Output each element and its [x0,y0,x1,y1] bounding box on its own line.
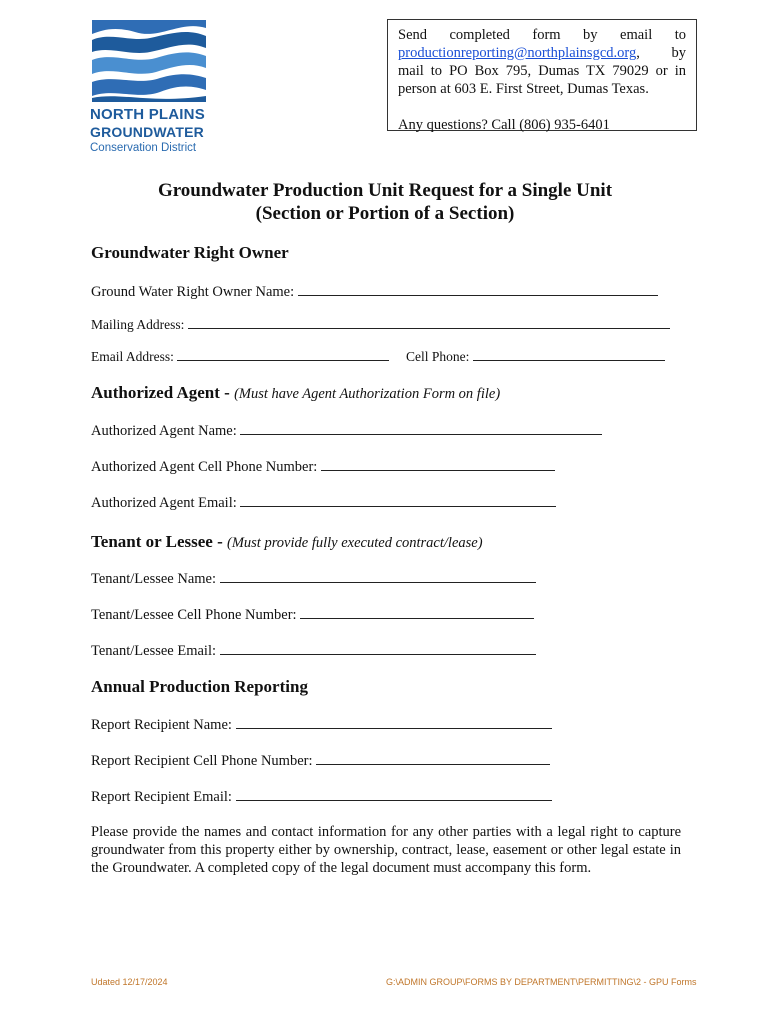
email-cell-row [91,348,665,365]
agent-heading-row [91,383,500,403]
agent-email-row [91,494,556,512]
footer-file-path: G:\ADMIN GROUP\FORMS BY DEPARTMENT\PERMITTING\2 - GPU Forms [386,977,697,987]
agent-name-label: Authorized Agent Name: [91,423,237,439]
tenant-heading-row [91,532,483,552]
logo-line-1: NORTH PLAINS [90,106,205,123]
mail-instructions: , by mail to PO Box 795, Dumas TX 79029 or in person at 603 E. First Street, Dumas Texas. [398,45,686,97]
owner-name-label: Ground Water Right Owner Name: [91,284,295,300]
form-subtitle: (Section or Portion of a Section) [255,203,515,224]
email-field[interactable] [177,348,389,361]
other-parties-paragraph: Please provide the names and contact information for any other parties with a legal right to capture groundwater from this property either by ownership, contract, lease, easement or other legal estate in the Groundwater. A completed copy of the legal document must accompany this form. [91,824,681,876]
mailing-label: Mailing Address: [91,317,185,332]
agent-cell-label: Authorized Agent Cell Phone Number: [91,459,318,475]
tenant-cell-row [91,606,534,624]
logo-line-2: GROUNDWATER [90,124,204,140]
recipient-cell-field[interactable] [316,752,550,765]
tenant-note: (Must provide fully executed contract/lease) [227,535,483,551]
agent-heading: Authorized Agent - [91,383,230,402]
recipient-email-field[interactable] [236,788,552,801]
tenant-heading: Tenant or Lessee - [91,532,223,551]
recipient-email-row [91,788,552,806]
tenant-name-field[interactable] [220,570,536,583]
form-title: Groundwater Production Unit Request for a Single Unit [157,180,613,201]
mailing-address-field[interactable] [188,316,670,329]
recipient-name-field[interactable] [236,716,552,729]
cell-phone-field[interactable] [473,348,665,361]
contact-info-box [387,19,697,131]
district-logo [90,18,210,158]
footer-updated-date: Udated 12/17/2024 [91,977,168,987]
tenant-name-row [91,570,536,588]
owner-heading: Groundwater Right Owner [91,243,289,262]
tenant-email-field[interactable] [220,642,536,655]
recipient-email-label: Report Recipient Email: [91,789,232,805]
agent-note: (Must have Agent Authorization Form on file) [234,386,501,402]
owner-name-field[interactable] [298,283,658,296]
agent-email-label: Authorized Agent Email: [91,495,237,511]
water-waves-icon [90,18,208,104]
recipient-cell-label: Report Recipient Cell Phone Number: [91,753,313,769]
agent-cell-field[interactable] [321,458,555,471]
tenant-cell-field[interactable] [300,606,534,619]
email-label: Email Address: [91,349,174,364]
logo-line-3: Conservation District [90,142,197,154]
cell-label: Cell Phone: [406,349,470,364]
tenant-name-label: Tenant/Lessee Name: [91,571,216,587]
mailing-row [91,316,670,333]
reporting-heading: Annual Production Reporting [91,677,308,696]
agent-cell-row [91,458,555,476]
tenant-email-label: Tenant/Lessee Email: [91,643,217,659]
tenant-cell-label: Tenant/Lessee Cell Phone Number: [91,607,297,623]
email-link[interactable]: productionreporting@northplainsgcd.org [398,45,637,61]
recipient-name-row [91,716,552,734]
send-instructions: Send completed form by email to [398,27,686,43]
recipient-cell-row [91,752,550,770]
contact-send-text [398,26,686,98]
owner-name-row [91,283,658,301]
agent-name-field[interactable] [240,422,602,435]
tenant-email-row [91,642,536,660]
agent-name-row [91,422,602,440]
recipient-name-label: Report Recipient Name: [91,717,232,733]
questions-text: Any questions? Call (806) 935-6401 [398,117,610,133]
agent-email-field[interactable] [240,494,556,507]
